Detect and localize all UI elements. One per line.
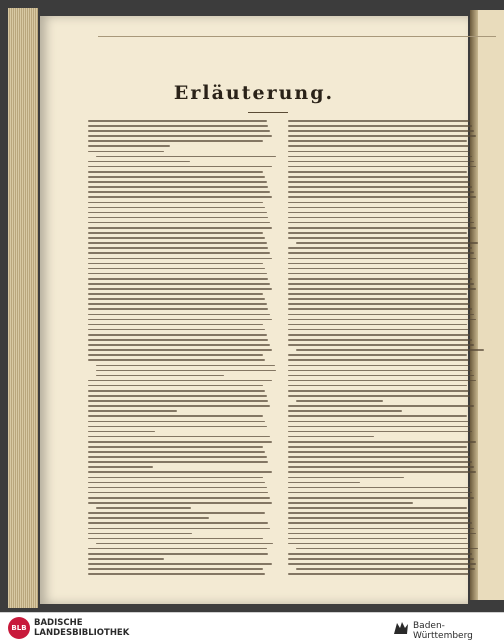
book-page-edges [8,8,38,608]
text-line-placeholder [88,232,263,234]
text-line-placeholder [88,217,268,219]
text-line-placeholder [288,359,469,361]
text-line-placeholder [288,196,476,198]
text-line-placeholder [288,563,476,565]
text-line-placeholder [88,252,270,254]
text-line-placeholder [288,375,474,377]
text-line-placeholder [296,349,484,351]
text-line-placeholder [88,125,268,127]
text-line-placeholder [88,319,272,321]
text-line-placeholder [288,522,472,524]
text-line-placeholder [88,421,265,423]
text-line-placeholder [88,558,164,560]
text-line-placeholder [88,324,263,326]
text-line-placeholder [88,334,267,336]
text-line-placeholder [88,303,267,305]
text-line-placeholder [288,502,413,504]
text-line-placeholder [288,380,476,382]
text-line-placeholder [88,568,263,570]
text-line-placeholder [88,410,177,412]
text-line-placeholder [288,354,467,356]
text-line-placeholder [288,553,472,555]
text-line-placeholder [88,273,267,275]
text-line-placeholder [96,156,276,158]
text-line-placeholder [88,191,270,193]
text-line-placeholder [88,573,265,575]
text-line-placeholder [288,528,474,530]
text-line-placeholder [288,517,470,519]
text-line-placeholder [88,471,272,473]
text-line-placeholder [288,431,472,433]
text-line-placeholder [288,573,469,575]
text-line-placeholder [288,334,470,336]
text-line-placeholder [88,441,272,443]
text-line-placeholder [288,125,472,127]
text-line-placeholder [288,191,474,193]
text-line-placeholder [88,553,268,555]
text-line-placeholder [288,308,472,310]
text-line-placeholder [296,400,383,402]
text-line-placeholder [288,140,467,142]
text-line-placeholder [288,303,470,305]
text-line-placeholder [288,263,467,265]
text-line-placeholder [288,145,469,147]
text-line-placeholder [288,268,469,270]
library-name-line2: LANDESBIBLIOTHEK [34,628,130,638]
text-line-placeholder [88,258,272,260]
text-line-placeholder [88,176,265,178]
text-line-placeholder [288,370,472,372]
text-line-placeholder [288,477,404,479]
text-line-placeholder [288,507,467,509]
text-line-placeholder [288,385,467,387]
text-line-placeholder [88,517,209,519]
text-line-placeholder [288,558,474,560]
text-line-placeholder [288,120,470,122]
text-line-placeholder [88,466,153,468]
text-line-placeholder [88,207,265,209]
text-line-placeholder [288,156,472,158]
text-line-placeholder [288,466,474,468]
text-line-placeholder [88,451,265,453]
text-line-placeholder [88,426,267,428]
text-line-placeholder [288,456,470,458]
text-line-placeholder [288,161,474,163]
text-line-placeholder [288,222,474,224]
text-line-placeholder [88,344,270,346]
text-line-placeholder [88,237,265,239]
text-line-placeholder [88,186,268,188]
text-line-placeholder [288,237,469,239]
text-line-placeholder [288,166,476,168]
title-underline [248,112,288,113]
text-line-placeholder [88,477,263,479]
text-line-placeholder [288,497,474,499]
text-line-placeholder [88,130,270,132]
text-line-placeholder [88,446,263,448]
text-line-placeholder [288,324,467,326]
text-line-placeholder [288,176,469,178]
text-line-placeholder [288,207,469,209]
text-line-placeholder [288,410,402,412]
text-line-placeholder [88,283,270,285]
library-name-line1: BADISCHE [34,618,83,628]
text-line-placeholder [288,421,469,423]
text-line-placeholder [88,538,263,540]
text-line-placeholder [88,405,270,407]
text-line-placeholder [88,314,270,316]
text-line-placeholder [88,497,270,499]
state-brand: Baden-Württemberg [413,621,473,641]
text-line-placeholder [296,568,475,570]
text-line-placeholder [88,298,265,300]
text-line-placeholder [88,359,265,361]
text-line-placeholder [88,151,164,153]
text-line-placeholder [288,395,470,397]
text-line-placeholder [288,181,470,183]
text-line-placeholder [288,288,476,290]
text-line-placeholder [88,431,155,433]
text-line-placeholder [288,365,470,367]
text-line-placeholder [88,456,267,458]
text-line-placeholder [88,528,270,530]
text-line-placeholder [88,563,272,565]
text-line-placeholder [88,533,192,535]
text-line-placeholder [288,135,476,137]
text-line-placeholder [288,212,470,214]
text-line-placeholder [288,171,467,173]
text-line-placeholder [88,482,265,484]
text-line-placeholder [288,390,469,392]
text-line-placeholder [288,258,476,260]
text-line-placeholder [88,487,267,489]
text-line-placeholder [288,415,467,417]
text-line-placeholder [88,268,265,270]
text-line-placeholder [88,227,272,229]
text-column-left [88,120,274,582]
text-line-placeholder [88,181,267,183]
text-line-placeholder [288,405,474,407]
text-line-placeholder [88,522,268,524]
text-line-placeholder [88,293,263,295]
text-line-placeholder [288,314,474,316]
text-line-placeholder [288,533,476,535]
text-line-placeholder [288,273,470,275]
text-line-placeholder [88,461,268,463]
text-line-placeholder [288,482,360,484]
text-line-placeholder [288,329,469,331]
text-line-placeholder [288,543,469,545]
text-line-placeholder [288,492,472,494]
text-line-placeholder [88,308,268,310]
text-line-placeholder [288,471,476,473]
text-line-placeholder [88,202,263,204]
text-line-placeholder [96,370,276,372]
text-column-right [288,120,478,582]
text-line-placeholder [88,339,268,341]
blb-logo-icon: BLB [8,617,30,639]
library-name [34,618,129,638]
text-line-placeholder [288,252,474,254]
text-line-placeholder [288,461,472,463]
text-line-placeholder [288,339,472,341]
text-line-placeholder [288,227,476,229]
viewer-footer [0,612,504,643]
text-line-placeholder [288,151,470,153]
text-line-placeholder [88,120,267,122]
text-line-placeholder [88,145,170,147]
text-line-placeholder [88,263,263,265]
text-line-placeholder [88,354,263,356]
text-line-placeholder [288,202,467,204]
text-line-placeholder [288,344,474,346]
text-line-placeholder [88,288,272,290]
text-line-placeholder [288,232,467,234]
text-line-placeholder [288,441,476,443]
text-line-placeholder [88,247,268,249]
text-line-placeholder [88,140,263,142]
text-line-placeholder [88,349,272,351]
text-line-placeholder [288,247,472,249]
text-line-placeholder [88,548,267,550]
text-line-placeholder [96,543,273,545]
text-line-placeholder [96,375,224,377]
text-line-placeholder [88,492,268,494]
text-line-placeholder [88,278,268,280]
text-line-placeholder [288,446,467,448]
text-line-placeholder [88,390,265,392]
text-line-placeholder [88,380,272,382]
text-line-placeholder [88,415,263,417]
text-line-placeholder [88,212,267,214]
text-line-placeholder [288,130,474,132]
text-line-placeholder [288,298,469,300]
text-line-placeholder [88,196,272,198]
header-rule [98,36,496,37]
page-title: Erläuterung. [173,82,335,104]
text-line-placeholder [88,171,263,173]
text-line-placeholder [88,502,272,504]
text-line-placeholder [288,426,470,428]
text-line-placeholder [288,451,469,453]
state-lion-icon [392,620,410,636]
text-line-placeholder [288,487,470,489]
text-line-placeholder [88,166,272,168]
text-line-placeholder [88,512,265,514]
text-line-placeholder [96,507,191,509]
text-line-placeholder [288,319,476,321]
text-line-placeholder [96,365,275,367]
text-line-placeholder [88,436,270,438]
text-line-placeholder [288,436,374,438]
text-line-placeholder [88,385,263,387]
text-line-placeholder [288,283,474,285]
text-line-placeholder [288,186,472,188]
text-line-placeholder [288,538,467,540]
text-line-placeholder [288,512,469,514]
text-line-placeholder [88,400,268,402]
text-line-placeholder [288,217,472,219]
text-line-placeholder [88,222,270,224]
text-line-placeholder [296,242,478,244]
text-line-placeholder [88,242,267,244]
text-line-placeholder [288,293,467,295]
text-line-placeholder [88,135,272,137]
text-line-placeholder [88,329,265,331]
text-line-placeholder [288,278,472,280]
text-line-placeholder [88,395,267,397]
document-page [40,16,468,604]
text-line-placeholder [296,548,478,550]
text-line-placeholder [88,161,190,163]
